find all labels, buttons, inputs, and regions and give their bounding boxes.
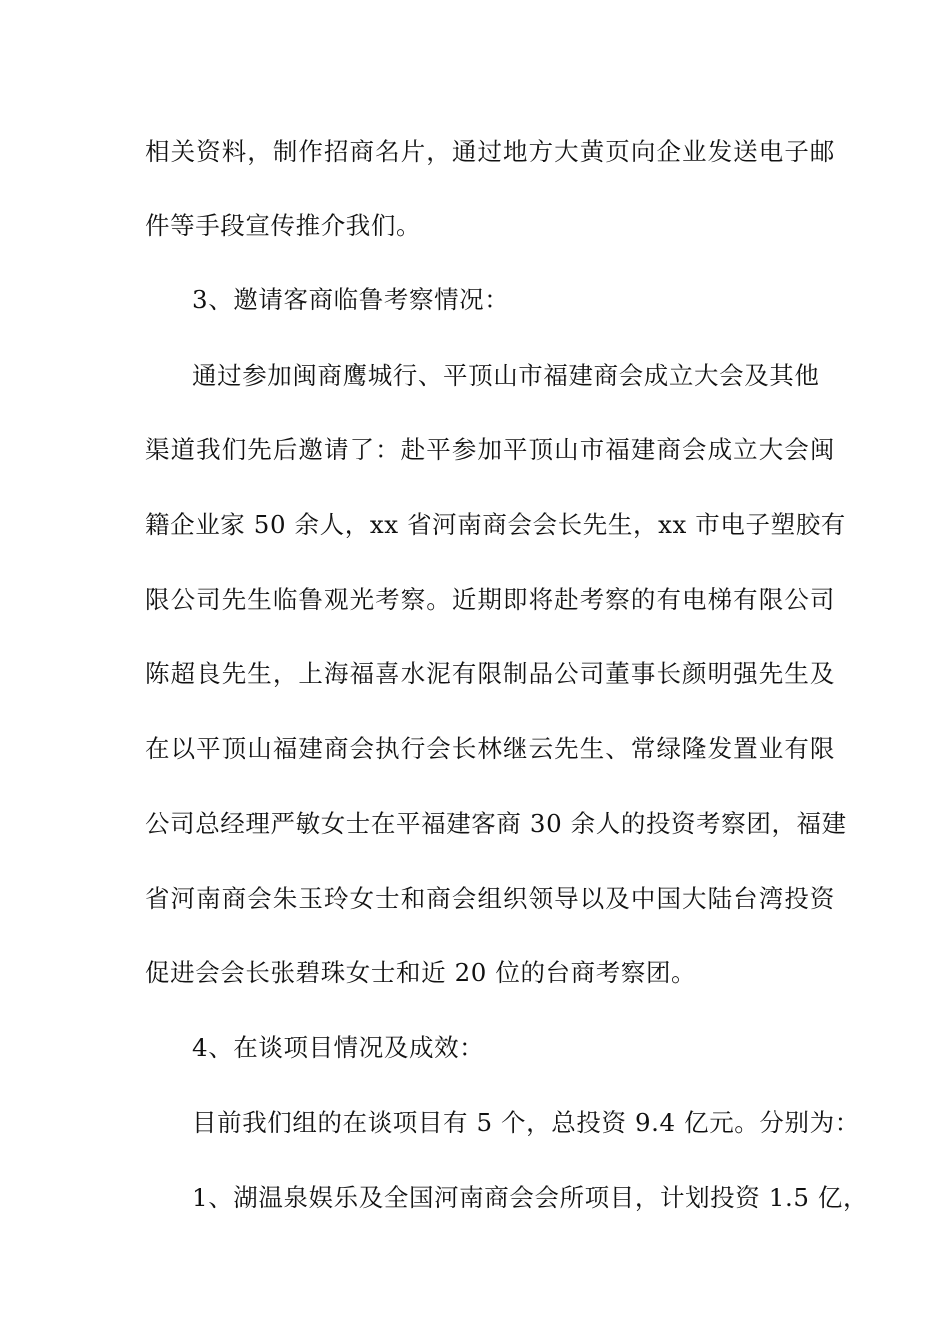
- text-line-12: 促进会会长张碧珠女士和近 20 位的台商考察团。: [145, 958, 697, 987]
- text-line-8: 陈超良先生，上海福喜水泥有限制品公司董事长颜明强先生及: [145, 659, 835, 688]
- text-line-7: 限公司先生临鲁观光考察。近期即将赴考察的有电梯有限公司: [145, 585, 835, 614]
- text-line-1: 相关资料，制作招商名片，通过地方大黄页向企业发送电子邮: [145, 137, 835, 166]
- section-heading-4: 4、在谈项目情况及成效：: [192, 1033, 485, 1062]
- text-line-4: 通过参加闽商鹰城行、平顶山市福建商会成立大会及其他: [192, 361, 820, 390]
- section-heading-3: 3、邀请客商临鲁考察情况：: [192, 285, 510, 314]
- text-line-6: 籍企业家 50 余人，xx 省河南商会会长先生，xx 市电子塑胶有: [145, 510, 846, 539]
- text-line-15: 1、湖温泉娱乐及全国河南商会会所项目，计划投资 1.5 亿，: [192, 1183, 869, 1212]
- text-line-14: 目前我们组的在谈项目有 5 个，总投资 9.4 亿元。分别为：: [192, 1108, 860, 1137]
- text-line-10: 公司总经理严敏女士在平福建客商 30 余人的投资考察团，福建: [145, 809, 847, 838]
- text-line-11: 省河南商会朱玉玲女士和商会组织领导以及中国大陆台湾投资: [145, 884, 835, 913]
- text-line-9: 在以平顶山福建商会执行会长林继云先生、常绿隆发置业有限: [145, 734, 835, 763]
- text-line-2: 件等手段宣传推介我们。: [145, 211, 422, 240]
- text-line-5: 渠道我们先后邀请了：赴平参加平顶山市福建商会成立大会闽: [145, 435, 835, 464]
